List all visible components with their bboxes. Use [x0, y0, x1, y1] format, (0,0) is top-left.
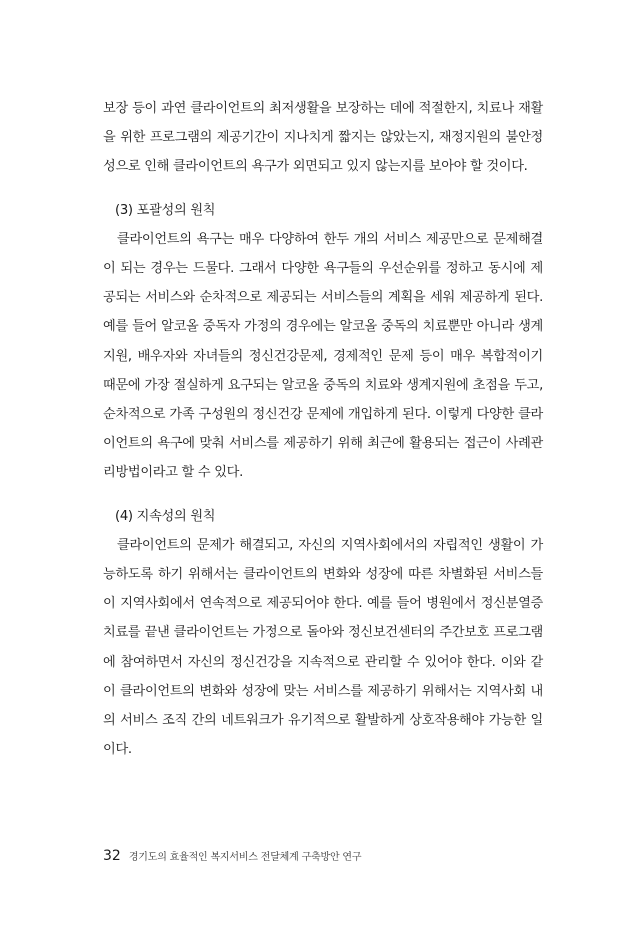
paragraph-comprehensiveness: 클라이언트의 욕구는 매우 다양하여 한두 개의 서비스 제공만으로 문제해결이 되는 경우는 드물다. 그래서 다양한 욕구들의 우선순위를 정하고 동시에 제공되는 서비스와 순차적으로 제공되는 서비스들의 계획을 세워 제공하게 된다. 예를 들어 알코올 중독자 가정의 경우에는 알코올 중독의 치료뿐만 아니라 생계지원, 배우자와 자녀들의 정신건강문제, 경제적인 문제 등이 매우 복합적이기 때문에 가장 절실하게 요구되는 알코올 중독의 치료와 생계지원에 초점을 두고, 순차적으로 가족 구성원의 정신건강 문제에 개입하게 된다. 이렇게 다양한 클라이언트의 욕구에 맞춰 서비스를 제공하기 위해 최근에 활용되는 접근이 사례관리방법이라고 할 수 있다. — [103, 231, 543, 481]
paragraph-intro: 보장 등이 과연 클라이언트의 최저생활을 보장하는 데에 적절한지, 치료나 재활을 위한 프로그램의 제공기간이 지나치게 짧지는 않았는지, 재정지원의 불안정성으로 인해 클라이언트의 욕구가 외면되고 있지 않는지를 보아야 할 것이다. — [103, 101, 543, 175]
paragraph-continuity: 클라이언트의 문제가 해결되고, 자신의 지역사회에서의 자립적인 생활이 가능하도록 하기 위해서는 클라이언트의 변화와 성장에 따른 차별화된 서비스들이 지역사회에서 연속적으로 제공되어야 한다. 예를 들어 병원에서 정신분열증 치료를 끝낸 클라이언트는 가정으로 돌아와 정신보건센터의 주간보호 프로그램에 참여하면서 자신의 정신건강을 지속적으로 관리할 수 있어야 한다. 이와 같이 클라이언트의 변화와 성장에 맞는 서비스를 제공하기 위해서는 지역사회 내의 서비스 조직 간의 네트워크가 유기적으로 활발하게 상호작용해야 가능한 일이다. — [103, 537, 543, 758]
section-heading-comprehensiveness: (3) 포괄성의 원칙 — [115, 202, 216, 218]
running-title: 경기도의 효율적인 복지서비스 전달체계 구축방안 연구 — [128, 852, 362, 863]
page-footer — [103, 848, 361, 868]
section-heading-continuity: (4) 지속성의 원칙 — [115, 508, 216, 524]
page-number: 32 — [103, 848, 121, 864]
body-text — [103, 94, 543, 764]
